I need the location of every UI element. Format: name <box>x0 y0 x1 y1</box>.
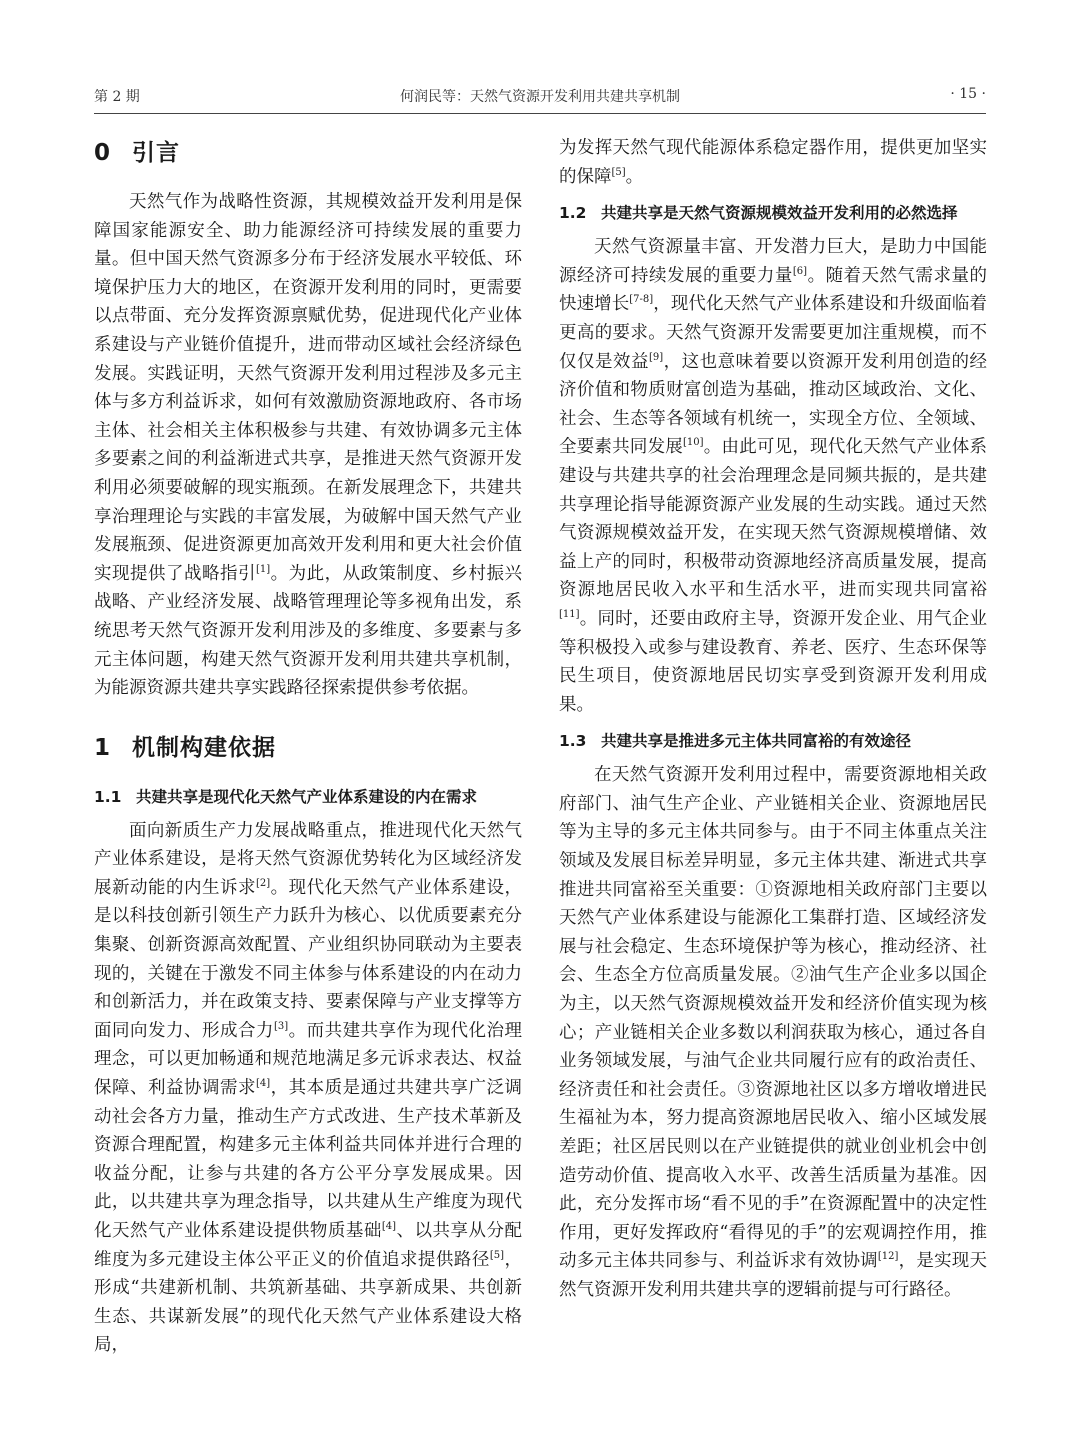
subsection-number: 1.2 <box>559 204 587 223</box>
citation: [1] <box>255 563 271 575</box>
citation: [6] <box>792 265 808 277</box>
section-title: 机制构建依据 <box>132 734 276 761</box>
subsection-title: 共建共享是现代化天然气产业体系建设的内在需求 <box>136 787 478 806</box>
citation: [5] <box>611 166 626 178</box>
section-number: 1 <box>94 734 112 761</box>
header-rule <box>94 113 986 114</box>
citation: [7-8] <box>629 294 654 306</box>
subsection-1-1-paragraph: 面向新质生产力发展战略重点，推进现代化天然气产业体系建设，是将天然气资源优势转化为区域经济发展新动能的内生诉求[2]。现代化天然气产业体系建设，是以科技创新引领生产力跃升为核心、以优质要素充分集聚、创新资源高效配置、产业组织协同联动为主要表现的，关键在于激发不同主体参与体系建设的内在动力和创新活力，并在政策支持、要素保障与产业支撑等方面同向发力、形成合力[3]。而共建共享作为现代化治理理念，可以更加畅通和规范地满足多元诉求表达、权益保障、利益协调需求[4]，其本质是通过共建共享广泛调动社会各方力量，推动生产方式改进、生产技术革新及资源合理配置，构建多元主体利益共同体并进行合理的收益分配，让参与共建的各方公平分享发展成果。因此，以共建共享为理念指导，以共建从生产维度为现代化天然气产业体系建设提供物质基础[4]、以共享从分配维度为多元建设主体公平正义的价值追求提供路径[5]，形成“共建新机制、共筑新基础、共享新成果、共创新生态、共谋新发展”的现代化天然气产业体系建设大格局， <box>94 820 523 1356</box>
subsection-1-3-heading <box>559 727 987 755</box>
intro-paragraph: 天然气作为战略性资源，其规模效益开发利用是保障国家能源安全、助力能源经济可持续发展的重要力量。但中国天然气资源多分布于经济发展水平较低、环境保护压力大的地区，在资源开发利用的同时，更需要以点带面、充分发挥资源禀赋优势，促进现代化产业体系建设与产业链价值提升，进而带动区域社会经济绿色发展。实践证明，天然气资源开发利用过程涉及多元主体与多方利益诉求，如何有效激励资源地政府、各市场主体、社会相关主体积极参与共建、有效协调多元主体多要素之间的利益渐进式共享，是推进天然气资源开发利用必须要破解的现实瓶颈。在新发展理念下，共建共享治理理论与实践的丰富发展，为破解中国天然气产业发展瓶颈、促进资源更加高效开发利用和更大社会价值实现提供了战略指引[1]。为此，从政策制度、乡村振兴战略、产业经济发展、战略管理理论等多视角出发，系统思考天然气资源开发利用涉及的多维度、多要素与多元主体问题，构建天然气资源开发利用共建共享机制，为能源资源共建共享实践路径探索提供参考依据。 <box>94 192 523 699</box>
subsection-1-2-heading <box>559 199 987 227</box>
issue-label: 第 2 期 <box>94 89 140 105</box>
subsection-1-1-heading <box>94 783 522 811</box>
citation: [9] <box>648 351 664 363</box>
continued-paragraph: 为发挥天然气现代能源体系稳定器作用，提供更加坚实的保障[5]。 <box>559 138 987 187</box>
page-number: · 15 · <box>950 86 986 102</box>
page-header <box>94 86 986 112</box>
citation: [12] <box>877 1251 899 1263</box>
citation: [3] <box>273 1020 289 1032</box>
citation: [11] <box>559 608 580 620</box>
section-0-heading <box>94 138 522 168</box>
section-1-heading <box>94 733 522 763</box>
left-column <box>94 134 522 1360</box>
subsection-1-3-paragraph: 在天然气资源开发利用过程中，需要资源地相关政府部门、油气生产企业、产业链相关企业、资源地居民等为主导的多元主体共同参与。由于不同主体重点关注领域及发展目标差异明显，多元主体共建、渐进式共享推进共同富裕至关重要：①资源地相关政府部门主要以天然气产业体系建设与能源化工集群打造、区域经济发展与社会稳定、生态环境保护等为核心，推动经济、社会、生态全方位高质量发展。②油气生产企业多以国企为主，以天然气资源规模效益开发和经济价值实现为核心；产业链相关企业多数以利润获取为核心，通过各自业务领域发展，与油气企业共同履行应有的政治责任、经济责任和社会责任。③资源地社区以多方增收增进民生福祉为本，努力提高资源地居民收入、缩小区域发展差距；社区居民则以在产业链提供的就业创业机会中创造劳动价值、提高收入水平、改善生活质量为基准。因此，充分发挥市场“看不见的手”在资源配置中的决定性作用，更好发挥政府“看得见的手”的宏观调控作用，推动多元主体共同参与、利益诉求有效协调[12]，是实现天然气资源开发利用共建共享的逻辑前提与可行路径。 <box>559 765 988 1300</box>
right-column <box>559 134 987 1305</box>
subsection-1-2-paragraph: 天然气资源量丰富、开发潜力巨大，是助力中国能源经济可持续发展的重要力量[6]。随着天然气需求量的快速增长[7-8]，现代化天然气产业体系建设和升级面临着更高的要求。天然气资源开发需要更加注重规模，而不仅仅是效益[9]，这也意味着要以资源开发利用创造的经济价值和物质财富创造为基础，推动区域政治、文化、社会、生态等各领域有机统一，实现全方位、全领域、全要素共同发展[10]。由此可见，现代化天然气产业体系建设与共建共享的社会治理理念是同频共振的，是共建共享理论指导能源资源产业发展的生动实践。通过天然气资源规模效益开发，在实现天然气资源规模增储、效益上产的同时，积极带动资源地经济高质量发展，提高资源地居民收入水平和生活水平，进而实现共同富裕[11]。同时，还要由政府主导，资源开发企业、用气企业等积极投入或参与建设教育、养老、医疗、生态环保等民生项目，使资源地居民切实享受到资源开发利用成果。 <box>559 237 988 715</box>
subsection-title: 共建共享是推进多元主体共同富裕的有效途径 <box>601 732 912 751</box>
subsection-number: 1.3 <box>559 732 587 751</box>
citation: [4] <box>381 1221 397 1232</box>
subsection-number: 1.1 <box>94 787 122 806</box>
section-number: 0 <box>94 140 112 166</box>
running-title: 何润民等：天然气资源开发利用共建共享机制 <box>400 89 680 105</box>
section-title: 引言 <box>132 140 180 166</box>
citation: [2] <box>255 877 271 889</box>
citation: [5] <box>489 1249 505 1261</box>
subsection-title: 共建共享是天然气资源规模效益开发利用的必然选择 <box>601 204 958 223</box>
citation: [4] <box>255 1078 271 1090</box>
citation: [10] <box>683 437 704 449</box>
